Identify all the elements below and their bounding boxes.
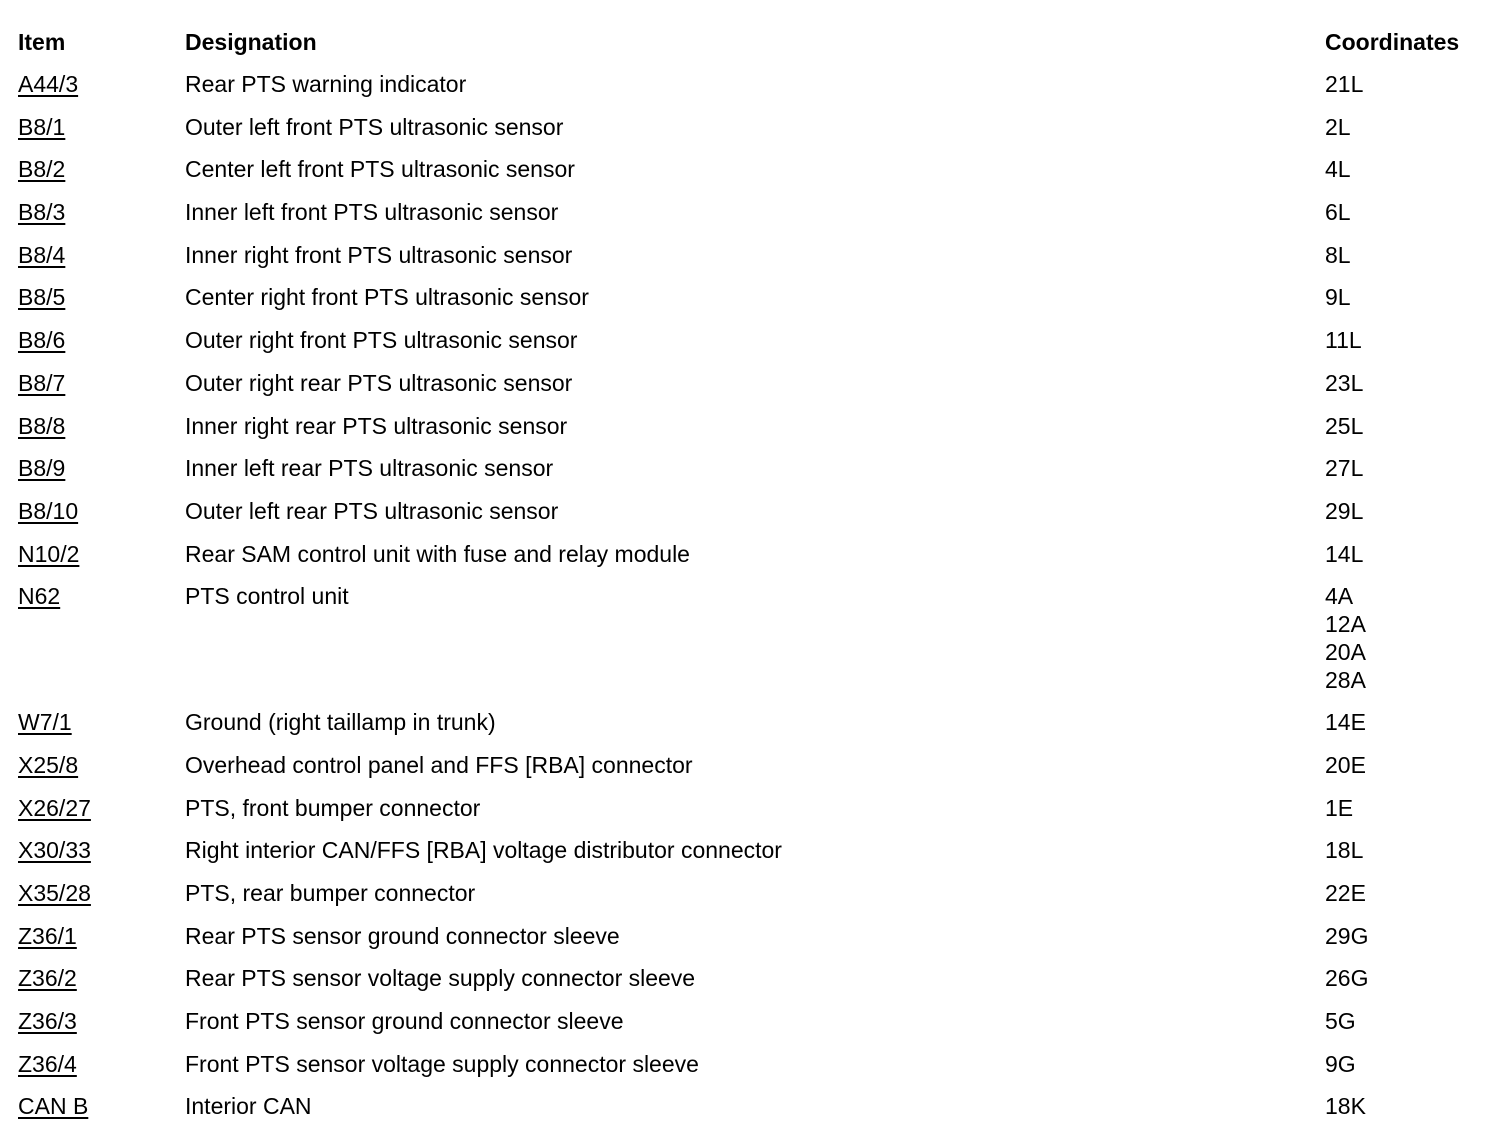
- item-link[interactable]: X26/27: [18, 794, 91, 821]
- item-link[interactable]: B8/2: [18, 156, 66, 183]
- designation-cell: PTS control unit: [185, 583, 349, 610]
- coordinate-value: 9G: [1325, 1050, 1356, 1077]
- coordinate-value: 9L: [1325, 284, 1351, 311]
- coordinate-value: 18K: [1325, 1093, 1366, 1120]
- coordinate-value: 14E: [1325, 709, 1366, 736]
- coordinates-cell: [1325, 198, 1488, 226]
- table-row: [18, 582, 1488, 708]
- item-link[interactable]: B8/9: [18, 455, 66, 482]
- designation-cell: Inner right rear PTS ultrasonic sensor: [185, 412, 568, 439]
- item-cell: [18, 198, 185, 226]
- table-row: [18, 155, 1488, 198]
- table-row: [18, 113, 1488, 156]
- item-link[interactable]: B8/10: [18, 497, 79, 524]
- table-row: [18, 751, 1488, 794]
- table-row: [18, 1050, 1488, 1093]
- designation-cell: Front PTS sensor voltage supply connector sleeve: [185, 1050, 699, 1077]
- coordinates-cell: [1325, 964, 1488, 992]
- component-legend-table: [18, 28, 1488, 1135]
- item-cell: [18, 922, 185, 950]
- item-cell: [18, 708, 185, 736]
- header-coordinates: Coordinates: [1325, 29, 1460, 55]
- coordinate-value: 27L: [1325, 455, 1364, 482]
- designation-cell: Interior CAN: [185, 1093, 312, 1120]
- table-row: [18, 70, 1488, 113]
- item-cell: [18, 412, 185, 440]
- item-link[interactable]: W7/1: [18, 709, 72, 736]
- item-link[interactable]: X35/28: [18, 880, 91, 906]
- coordinates-cell: [1325, 326, 1488, 354]
- item-cell: [18, 241, 185, 269]
- coordinate-value: 21L: [1325, 71, 1364, 97]
- table-row: [18, 283, 1488, 326]
- designation-cell: Outer right rear PTS ultrasonic sensor: [185, 369, 573, 396]
- coordinates-cell: [1325, 497, 1488, 525]
- item-link[interactable]: N10/2: [18, 540, 80, 567]
- table-row: [18, 497, 1488, 540]
- coordinate-value: 6L: [1325, 199, 1351, 226]
- item-link[interactable]: N62: [18, 583, 61, 610]
- coordinate-value: 29L: [1325, 497, 1364, 524]
- item-link[interactable]: X25/8: [18, 751, 79, 778]
- coordinate-value: 20E: [1325, 751, 1366, 778]
- coordinate-value: 25L: [1325, 412, 1364, 439]
- designation-cell: Rear PTS sensor ground connector sleeve: [185, 922, 620, 949]
- coordinate-value: 4A: [1325, 583, 1354, 610]
- table-row: [18, 1007, 1488, 1050]
- table-row: [18, 708, 1488, 751]
- item-link[interactable]: B8/6: [18, 327, 66, 354]
- item-cell: [18, 1050, 185, 1078]
- coordinates-cell: [1325, 1050, 1488, 1078]
- table-row: [18, 412, 1488, 455]
- coordinate-value: 22E: [1325, 880, 1366, 906]
- item-cell: [18, 326, 185, 354]
- header-item: Item: [18, 29, 66, 55]
- coordinates-cell: [1325, 241, 1488, 269]
- designation-cell: Inner left rear PTS ultrasonic sensor: [185, 455, 554, 482]
- designation-cell: Right interior CAN/FFS [RBA] voltage distributor connector: [185, 837, 782, 864]
- coordinate-value: 8L: [1325, 241, 1351, 268]
- designation-cell: Rear PTS warning indicator: [185, 71, 467, 97]
- coordinate-value: 4L: [1325, 156, 1351, 183]
- coordinates-cell: [1325, 412, 1488, 440]
- coordinate-value: 18L: [1325, 837, 1364, 864]
- table-row: [18, 241, 1488, 284]
- header-designation: Designation: [185, 29, 317, 55]
- coordinate-value: 14L: [1325, 540, 1364, 567]
- coordinate-value: 11L: [1325, 327, 1362, 354]
- coordinates-cell: [1325, 369, 1488, 397]
- item-cell: [18, 497, 185, 525]
- designation-cell: Rear PTS sensor voltage supply connector sleeve: [185, 965, 696, 992]
- item-cell: [18, 1092, 185, 1120]
- designation-cell: Inner left front PTS ultrasonic sensor: [185, 199, 559, 226]
- table-row: [18, 964, 1488, 1007]
- item-cell: [18, 540, 185, 568]
- item-link[interactable]: CAN B: [18, 1093, 89, 1120]
- designation-cell: Inner right front PTS ultrasonic sensor: [185, 241, 573, 268]
- item-link[interactable]: Z36/3: [18, 1008, 77, 1035]
- designation-cell: Center right front PTS ultrasonic sensor: [185, 284, 589, 311]
- item-cell: [18, 964, 185, 992]
- coordinates-cell: [1325, 582, 1488, 694]
- table-header: [18, 28, 1488, 70]
- coordinate-value: 28A: [1325, 667, 1366, 694]
- table-row: [18, 836, 1488, 879]
- item-cell: [18, 369, 185, 397]
- table-row: [18, 454, 1488, 497]
- coordinate-value: 29G: [1325, 922, 1369, 949]
- item-cell: [18, 836, 185, 864]
- item-cell: [18, 283, 185, 311]
- table-row: [18, 879, 1488, 922]
- item-link[interactable]: Z36/2: [18, 965, 77, 992]
- coordinates-cell: [1325, 454, 1488, 482]
- designation-cell: Ground (right taillamp in trunk): [185, 709, 496, 736]
- item-link[interactable]: B8/4: [18, 241, 66, 268]
- item-cell: [18, 70, 185, 98]
- item-cell: [18, 582, 185, 610]
- coordinates-cell: [1325, 922, 1488, 950]
- item-cell: [18, 113, 185, 141]
- table-row: [18, 540, 1488, 583]
- coordinates-cell: [1325, 794, 1488, 822]
- item-cell: [18, 454, 185, 482]
- table-row: [18, 794, 1488, 837]
- coordinate-value: 23L: [1325, 369, 1364, 396]
- designation-cell: Center left front PTS ultrasonic sensor: [185, 156, 575, 183]
- coordinates-cell: [1325, 1007, 1488, 1035]
- item-cell: [18, 751, 185, 779]
- item-link[interactable]: B8/3: [18, 199, 66, 226]
- table-row: [18, 1092, 1488, 1135]
- coordinate-value: 26G: [1325, 965, 1369, 992]
- coordinate-value: 12A: [1325, 611, 1366, 638]
- item-link[interactable]: B8/5: [18, 284, 66, 311]
- coordinates-cell: [1325, 751, 1488, 779]
- coordinate-value: 2L: [1325, 113, 1351, 140]
- designation-cell: Rear SAM control unit with fuse and relay module: [185, 540, 690, 567]
- coordinate-value: 1E: [1325, 794, 1354, 821]
- designation-cell: PTS, front bumper connector: [185, 794, 481, 821]
- coordinate-value: 20A: [1325, 639, 1366, 666]
- item-link[interactable]: B8/1: [18, 113, 66, 140]
- coordinates-cell: [1325, 879, 1488, 907]
- item-cell: [18, 155, 185, 183]
- designation-cell: Outer left rear PTS ultrasonic sensor: [185, 497, 559, 524]
- table-body: [18, 70, 1488, 1135]
- coordinates-cell: [1325, 1092, 1488, 1120]
- item-cell: [18, 1007, 185, 1035]
- item-link[interactable]: B8/7: [18, 369, 66, 396]
- designation-cell: Outer right front PTS ultrasonic sensor: [185, 327, 578, 354]
- item-cell: [18, 879, 185, 907]
- table-row: [18, 922, 1488, 965]
- coordinates-cell: [1325, 708, 1488, 736]
- item-link[interactable]: Z36/1: [18, 922, 77, 949]
- item-link[interactable]: B8/8: [18, 412, 66, 439]
- table-row: [18, 369, 1488, 412]
- coordinates-cell: [1325, 70, 1488, 98]
- table-row: [18, 326, 1488, 369]
- coordinates-cell: [1325, 283, 1488, 311]
- coordinate-value: 5G: [1325, 1008, 1356, 1035]
- item-link[interactable]: X30/33: [18, 837, 91, 864]
- coordinates-cell: [1325, 836, 1488, 864]
- designation-cell: Overhead control panel and FFS [RBA] connector: [185, 751, 693, 778]
- coordinates-cell: [1325, 155, 1488, 183]
- coordinates-cell: [1325, 113, 1488, 141]
- item-link[interactable]: A44/3: [18, 71, 79, 97]
- designation-cell: PTS, rear bumper connector: [185, 880, 476, 906]
- designation-cell: Outer left front PTS ultrasonic sensor: [185, 113, 564, 140]
- designation-cell: Front PTS sensor ground connector sleeve: [185, 1008, 624, 1035]
- coordinates-cell: [1325, 540, 1488, 568]
- item-link[interactable]: Z36/4: [18, 1050, 77, 1077]
- table-row: [18, 198, 1488, 241]
- item-cell: [18, 794, 185, 822]
